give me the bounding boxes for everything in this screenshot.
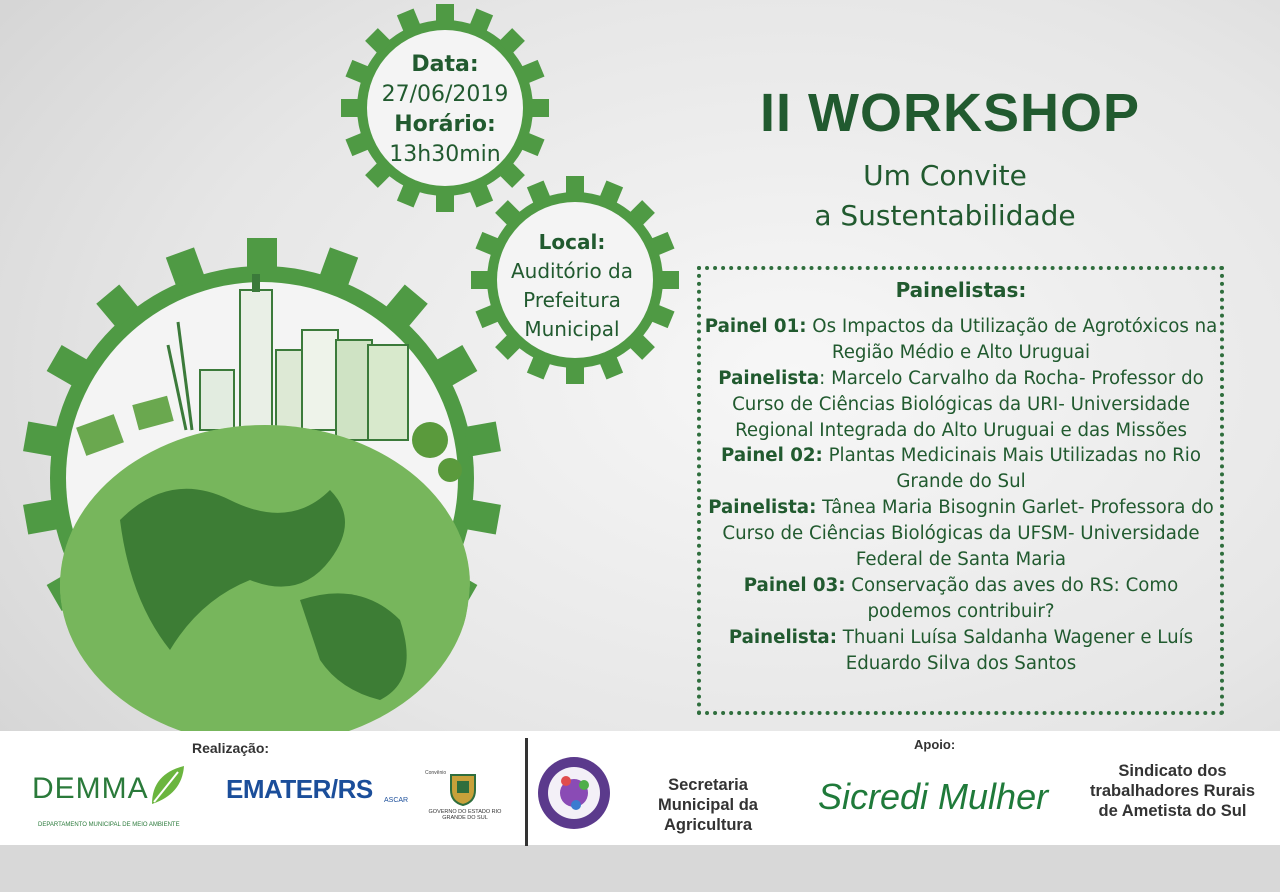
panel-entry-text: : Marcelo Carvalho da Rocha- Professor do Curso de Ciências Biológicas da URI- Universidade Regional Integrada do Alto Uruguai e das Missões: [732, 367, 1204, 441]
local-line-3: Municipal: [524, 317, 620, 341]
bottom-band: [0, 845, 1280, 892]
event-location-block: [492, 228, 652, 344]
emater-logo: EMATER/RS: [226, 774, 373, 804]
realizacao-label: Realização:: [192, 740, 270, 756]
sindicato-logo: Sindicato dos trabalhadores Rurais de Ametista do Sul: [1089, 762, 1256, 820]
panel-entry-text: Thuani Luísa Saldanha Wagener e Luís Eduardo Silva dos Santos: [836, 626, 1194, 674]
demma-subtitle: DEPARTAMENTO MUNICIPAL DE MEIO AMBIENTE: [38, 822, 180, 828]
panel-entry-text: Plantas Medicinais Mais Utilizadas no Rio Grande do Sul: [822, 445, 1201, 493]
panel-entry-label: Painel 01:: [704, 315, 807, 337]
panel-entry: [700, 366, 1222, 444]
date-label: Data:: [411, 52, 479, 77]
subtitle-line-2: a Sustentabilidade: [814, 199, 1076, 232]
panel-entry-text: Tânea Maria Bisognin Garlet- Professora do Curso de Ciências Biológicas da UFSM- Universidade Federal de Santa Maria: [722, 497, 1214, 571]
panel-entry: [700, 314, 1222, 366]
panel-entry-label: Painel 02:: [721, 445, 823, 467]
state-coat-of-arms-icon: [448, 772, 478, 806]
panel-entry-text: Conservação das aves do RS: Como podemos contribuir?: [845, 574, 1179, 622]
gov-label: GOVERNO DO ESTADO RIO GRANDE DO SUL: [428, 809, 502, 821]
panel-entry-label: Painelista:: [728, 626, 837, 648]
panelists-heading: Painelistas:: [895, 278, 1027, 302]
convenio-label: Convênio: [425, 770, 447, 776]
panel-entry-text: Os Impactos da Utilização de Agrotóxicos na Região Médio e Alto Uruguai: [806, 315, 1218, 363]
event-date-block: [360, 50, 530, 170]
sicredi-logo: Sicredi Mulher: [818, 776, 1049, 817]
time-label: Horário:: [394, 112, 496, 137]
page-subtitle: [745, 156, 1145, 236]
panel-entry: [700, 625, 1222, 677]
subtitle-line-1: Um Convite: [863, 159, 1027, 192]
secretaria-logo: Secretaria Municipal da Agricultura: [658, 776, 758, 834]
ascar-label: ASCAR: [384, 797, 409, 804]
demma-logo: DEMMA: [32, 772, 149, 805]
apoio-label: Apoio:: [914, 737, 956, 752]
panel-entry-label: Painelista:: [708, 497, 817, 519]
panelists-list: [700, 278, 1222, 677]
time-value: 13h30min: [389, 142, 501, 167]
local-line-2: Prefeitura: [523, 288, 621, 312]
globe-icon: [60, 425, 470, 740]
community-seal-icon: [536, 755, 612, 831]
panel-entry: [700, 443, 1222, 495]
local-label: Local:: [538, 230, 606, 254]
date-value: 27/06/2019: [381, 82, 509, 107]
panel-entry: [700, 495, 1222, 573]
panel-entry-label: Painelista: [718, 367, 820, 389]
local-line-1: Auditório da: [510, 259, 633, 283]
panel-entry: [700, 573, 1222, 625]
panel-entry-label: Painel 03:: [743, 574, 846, 596]
leaf-icon: [148, 764, 188, 808]
footer-divider: [525, 738, 528, 846]
page-title: II WORKSHOP: [759, 83, 1140, 143]
